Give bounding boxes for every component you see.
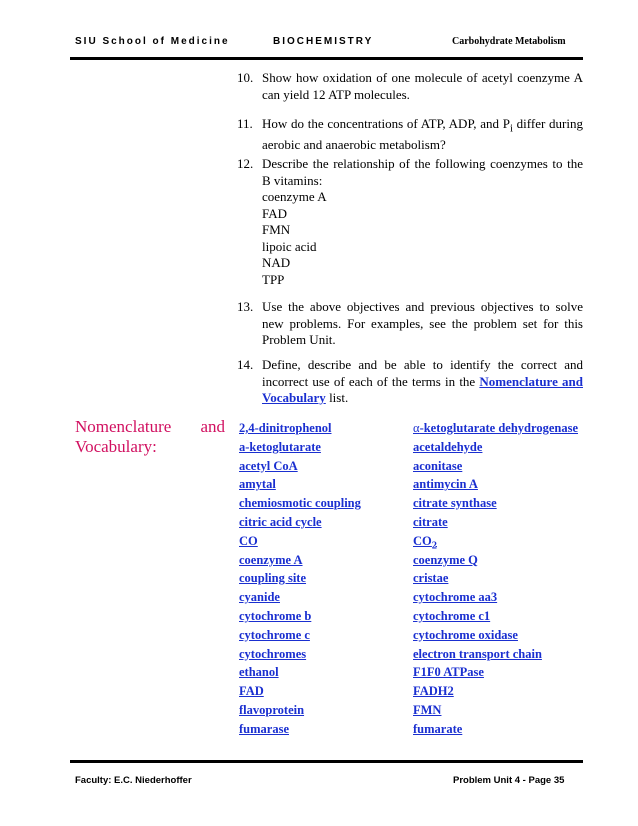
vocabulary-term-link[interactable]: cytochromes [239, 646, 307, 661]
vocabulary-term-link[interactable]: F1F0 ATPase [413, 665, 484, 680]
objective-text: Define, describe and be able to identify the correct and incorrect use of each of the terms in the Nomenclature and Vocabulary list. [262, 357, 583, 405]
vocabulary-term-link[interactable]: antimycin A [413, 477, 478, 492]
vocabulary-term-link[interactable]: amytal [239, 477, 276, 492]
objective-text: Describe the relationship of the following coenzymes to the B vitamins: [262, 156, 583, 188]
vocabulary-term-link[interactable]: cytochrome c1 [413, 609, 491, 623]
vocabulary-term-link[interactable]: cytochrome oxidase [413, 627, 518, 642]
header-rule [70, 57, 583, 60]
vocabulary-term-link[interactable]: cristae [413, 571, 449, 586]
objective-14 [237, 357, 583, 407]
vocabulary-term-link[interactable]: α-ketoglutarate dehydrogenase [413, 421, 578, 435]
vocabulary-term-link[interactable]: FAD [239, 684, 264, 699]
objective-13 [237, 299, 583, 349]
vocabulary-term-link[interactable]: acetaldehyde [413, 439, 483, 454]
vocabulary-term-link[interactable]: FMN [413, 703, 442, 717]
vocabulary-term-link[interactable]: citric acid cycle [239, 515, 322, 529]
vocabulary-term-link[interactable]: CO [239, 533, 258, 548]
coenzyme-item: lipoic acid [262, 238, 317, 254]
objective-number: 14. [237, 357, 254, 372]
objective-number: 13. [237, 299, 254, 314]
vocabulary-term-link[interactable]: fumarase [239, 721, 289, 736]
vocabulary-term-link[interactable]: electron transport chain [413, 646, 542, 661]
coenzyme-item: FAD [262, 205, 288, 221]
footer-page: Problem Unit 4 - Page 35 [453, 775, 565, 786]
vocabulary-term-link[interactable]: FADH2 [413, 684, 454, 699]
vocabulary-term-link[interactable]: cytochrome b [239, 609, 312, 623]
vocabulary-term-link[interactable]: a-ketoglutarate [239, 439, 321, 454]
vocabulary-term-link[interactable]: ethanol [239, 665, 279, 680]
coenzyme-item: coenzyme A [262, 189, 327, 204]
coenzyme-item: FMN [262, 222, 291, 237]
header-school: SIU School of Medicine [75, 36, 230, 47]
vocabulary-term-link[interactable]: cyanide [239, 590, 280, 605]
objective-12 [237, 156, 583, 288]
vocabulary-term-link[interactable]: citrate synthase [413, 496, 497, 511]
header-topic: Carbohydrate Metabolism [452, 36, 566, 47]
vocabulary-term-link[interactable]: fumarate [413, 721, 463, 736]
objective-10 [237, 70, 583, 103]
vocabulary-term-link[interactable]: coenzyme Q [413, 552, 478, 567]
objective-text: Use the above objectives and previous objectives to solve new problems. For examples, see the problem set for this Problem Unit. [262, 299, 583, 347]
objective-number: 12. [237, 156, 254, 171]
vocabulary-term-link[interactable]: chemiosmotic coupling [239, 496, 361, 511]
header-course: BIOCHEMISTRY [273, 36, 374, 47]
objective-text: Show how oxidation of one molecule of acetyl coenzyme A can yield 12 ATP molecules. [262, 70, 583, 102]
footer-faculty: Faculty: E.C. Niederhoffer [75, 775, 192, 786]
vocabulary-term-link[interactable]: coenzyme A [239, 552, 303, 567]
vocabulary-term-link[interactable]: cytochrome c [239, 627, 310, 642]
objective-number: 11. [237, 116, 253, 131]
vocabulary-term-link[interactable]: citrate [413, 515, 448, 529]
vocabulary-term-link[interactable]: aconitase [413, 458, 463, 473]
objective-text: How do the concentrations of ATP, ADP, and $P_i$ differ during aerobic and anaerobic metabolism? [262, 116, 583, 153]
vocabulary-term-link[interactable]: 2,4-dinitrophenol [239, 421, 332, 435]
nomenclature-link[interactable]: Nomenclature and Vocabulary [262, 373, 583, 405]
vocabulary-term-link[interactable]: $CO_2$ [413, 533, 437, 552]
coenzyme-item: TPP [262, 271, 285, 287]
objective-11 [237, 116, 583, 154]
nomenclature-heading: Nomenclature and Vocabulary: [75, 417, 225, 456]
footer-rule [70, 760, 583, 763]
coenzyme-item: NAD [262, 255, 291, 270]
vocabulary-term-link[interactable]: acetyl CoA [239, 458, 298, 473]
objective-number: 10. [237, 70, 254, 85]
vocabulary-term-link[interactable]: coupling site [239, 571, 307, 586]
vocabulary-term-link[interactable]: cytochrome aa3 [413, 590, 498, 605]
vocabulary-term-link[interactable]: flavoprotein [239, 703, 305, 717]
